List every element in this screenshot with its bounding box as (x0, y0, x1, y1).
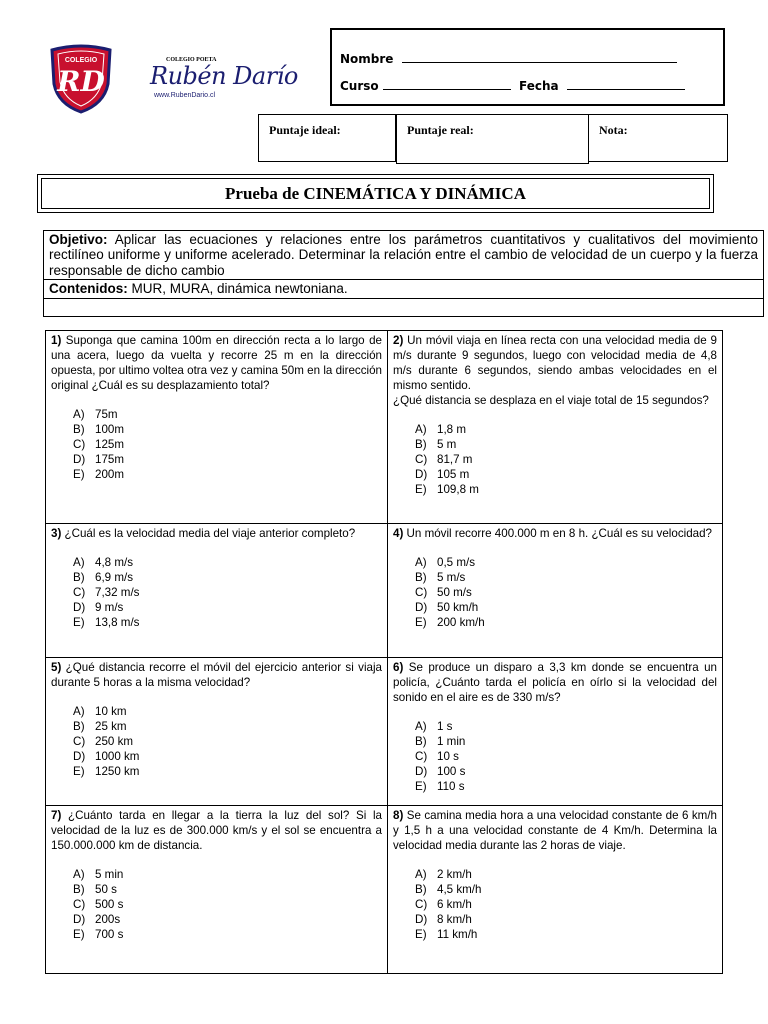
option-letter: E) (415, 928, 427, 941)
school-logo (46, 44, 298, 114)
answer-option[interactable] (73, 600, 382, 615)
option-value: 7,32 m/s (95, 586, 140, 599)
option-letter: C) (415, 898, 428, 911)
question-text (51, 333, 382, 393)
answer-option[interactable] (415, 927, 717, 942)
empty-row (44, 299, 763, 316)
answer-option[interactable] (73, 452, 382, 467)
objetivo-row (44, 231, 763, 280)
nota-box[interactable] (588, 114, 728, 162)
question-number: 3) (51, 527, 62, 540)
option-value: 1,8 m (437, 423, 466, 436)
answer-option[interactable] (415, 867, 717, 882)
option-value: 1 min (437, 735, 466, 748)
option-value: 100m (95, 423, 125, 436)
page-title: Prueba de CINEMÁTICA Y DINÁMICA (41, 178, 710, 209)
option-value: 6 km/h (437, 898, 472, 911)
option-value: 5 m/s (437, 571, 466, 584)
option-letter: A) (73, 408, 85, 421)
question-number: 6) (393, 661, 404, 674)
option-value: 1 s (437, 720, 453, 733)
answer-options (51, 407, 382, 482)
option-letter: E) (415, 616, 427, 629)
answer-options (51, 555, 382, 630)
school-name: Rubén Darío (150, 62, 298, 90)
questions-grid (45, 330, 723, 974)
student-info-box (330, 28, 725, 106)
question-body: Suponga que camina 100m en dirección recta a lo largo de una acera, luego da vuelta y recorre 25 m en la dirección opuesta, por ultimo voltea otra vez y camina 50m en la dirección original ¿Cuál es su desplazamiento total? (51, 334, 382, 392)
option-value: 0,5 m/s (437, 556, 476, 569)
option-value: 50 m/s (437, 586, 472, 599)
option-value: 6,9 m/s (95, 571, 134, 584)
option-letter: E) (73, 765, 85, 778)
answer-option[interactable] (415, 749, 717, 764)
option-letter: A) (73, 556, 85, 569)
answer-option[interactable] (73, 570, 382, 585)
objectives-table (43, 230, 764, 317)
objetivo-label: Objetivo: (49, 232, 108, 247)
question-body: Un móvil viaja en línea recta con una velocidad media de 9 m/s durante 9 segundos, luego con velocidad media de 4,8 m/s durante 6 segundos, siendo ambas velocidades en el mismo sentido. ¿Qué distancia se desplaza en el viaje total de 15 segundos? (393, 334, 717, 407)
option-letter: C) (73, 898, 86, 911)
question-3 (46, 524, 387, 657)
answer-options (393, 719, 717, 794)
puntaje-real-label: Puntaje real: (407, 123, 474, 137)
contenidos-row (44, 280, 763, 298)
option-value: 81,7 m (437, 453, 473, 466)
option-letter: B) (73, 423, 85, 436)
course-date-row (340, 77, 685, 93)
answer-option[interactable] (415, 570, 717, 585)
contenidos-text: MUR, MURA, dinámica newtoniana. (127, 281, 348, 297)
answer-option[interactable] (73, 734, 382, 749)
option-value: 1250 km (95, 765, 140, 778)
answer-options (393, 555, 717, 630)
answer-option[interactable] (415, 555, 717, 570)
answer-option[interactable] (73, 704, 382, 719)
option-letter: C) (73, 735, 86, 748)
question-5 (46, 658, 387, 805)
answer-option[interactable] (73, 912, 382, 927)
question-body: ¿Cuál es la velocidad media del viaje anterior completo? (61, 527, 356, 540)
option-value: 250 km (95, 735, 134, 748)
svg-text:COLEGIO: COLEGIO (64, 57, 98, 64)
answer-option[interactable] (73, 585, 382, 600)
answer-option[interactable] (415, 734, 717, 749)
answer-option[interactable] (73, 719, 382, 734)
question-6 (388, 658, 722, 805)
answer-options (51, 704, 382, 779)
option-value: 9 m/s (95, 601, 124, 614)
question-text (51, 660, 382, 690)
answer-options (51, 867, 382, 942)
option-value: 50 km/h (437, 601, 479, 614)
name-row (340, 50, 677, 66)
answer-option[interactable] (415, 585, 717, 600)
option-letter: E) (73, 468, 85, 481)
question-7 (46, 806, 387, 973)
answer-option[interactable] (415, 467, 717, 482)
option-value: 200m (95, 468, 125, 481)
option-letter: D) (415, 601, 428, 614)
answer-option[interactable] (73, 897, 382, 912)
answer-option[interactable] (73, 867, 382, 882)
option-letter: B) (73, 720, 85, 733)
option-letter: E) (73, 928, 85, 941)
question-text (51, 808, 382, 853)
option-letter: C) (415, 750, 428, 763)
option-letter: E) (415, 483, 427, 496)
option-value: 200 km/h (437, 616, 485, 629)
option-letter: D) (73, 913, 86, 926)
answer-option[interactable] (415, 482, 717, 497)
puntaje-ideal-box[interactable] (258, 114, 396, 162)
answer-option[interactable] (415, 600, 717, 615)
option-value: 25 km (95, 720, 127, 733)
answer-option[interactable] (73, 764, 382, 779)
option-letter: B) (415, 735, 427, 748)
option-letter: E) (415, 780, 427, 793)
school-website: www.RubenDario.cl (154, 92, 216, 99)
answer-options (393, 422, 717, 497)
curso-label: Curso (340, 79, 379, 93)
option-letter: A) (415, 868, 427, 881)
option-letter: A) (415, 556, 427, 569)
question-number: 8) (393, 809, 404, 822)
question-body: Se produce un disparo a 3,3 km donde se encuentra un policía, ¿Cuánto tarda el policía en oírlo si la velocidad del sonido en el aire es de 330 m/s? (393, 661, 717, 704)
option-letter: C) (415, 586, 428, 599)
svg-text:RD: RD (57, 65, 105, 98)
answer-option[interactable] (73, 749, 382, 764)
nombre-field[interactable] (402, 50, 677, 63)
option-value: 11 km/h (437, 928, 478, 941)
answer-option[interactable] (415, 422, 717, 437)
option-letter: D) (415, 765, 428, 778)
fecha-label: Fecha (519, 79, 559, 93)
answer-option[interactable] (73, 882, 382, 897)
answer-option[interactable] (415, 912, 717, 927)
option-value: 75m (95, 408, 118, 421)
question-4 (388, 524, 722, 657)
option-letter: A) (73, 868, 85, 881)
nombre-label: Nombre (340, 52, 394, 66)
question-text (393, 660, 717, 705)
answer-option[interactable] (415, 452, 717, 467)
question-2 (388, 331, 722, 523)
question-text (393, 526, 717, 541)
option-value: 13,8 m/s (95, 616, 140, 629)
nota-label: Nota: (599, 123, 628, 137)
question-number: 7) (51, 809, 62, 822)
answer-option[interactable] (415, 615, 717, 630)
answer-option[interactable] (415, 882, 717, 897)
option-letter: B) (415, 438, 427, 451)
school-prefix: COLEGIO POETA (166, 57, 217, 63)
option-letter: E) (73, 616, 85, 629)
option-letter: C) (73, 586, 86, 599)
question-text (51, 526, 382, 541)
answer-option[interactable] (73, 422, 382, 437)
question-text (393, 333, 717, 408)
option-value: 8 km/h (437, 913, 472, 926)
question-1 (46, 331, 387, 523)
answer-option[interactable] (415, 897, 717, 912)
option-letter: B) (73, 571, 85, 584)
puntaje-ideal-label: Puntaje ideal: (269, 123, 341, 137)
option-letter: D) (73, 750, 86, 763)
answer-option[interactable] (73, 407, 382, 422)
answer-option[interactable] (73, 467, 382, 482)
option-letter: A) (73, 705, 85, 718)
title-box (37, 174, 714, 213)
option-letter: B) (415, 571, 427, 584)
question-body: ¿Qué distancia recorre el móvil del ejercicio anterior si viaja durante 5 horas a la misma velocidad? (51, 661, 382, 689)
option-value: 50 s (95, 883, 117, 896)
answer-option[interactable] (415, 719, 717, 734)
option-value: 500 s (95, 898, 124, 911)
answer-option[interactable] (415, 764, 717, 779)
option-letter: A) (415, 423, 427, 436)
option-letter: D) (415, 913, 428, 926)
option-value: 1000 km (95, 750, 140, 763)
answer-option[interactable] (73, 437, 382, 452)
fecha-field[interactable] (567, 77, 685, 90)
option-letter: D) (73, 601, 86, 614)
option-value: 10 s (437, 750, 459, 763)
option-letter: C) (73, 438, 86, 451)
option-letter: C) (415, 453, 428, 466)
question-body: Un móvil recorre 400.000 m en 8 h. ¿Cuál es su velocidad? (403, 527, 712, 540)
contenidos-label: Contenidos: (49, 281, 128, 297)
option-value: 4,5 km/h (437, 883, 482, 896)
puntaje-real-box[interactable] (396, 114, 589, 164)
option-value: 109,8 m (437, 483, 479, 496)
question-number: 1) (51, 334, 62, 347)
answer-options (393, 867, 717, 942)
question-8 (388, 806, 722, 973)
answer-option[interactable] (73, 927, 382, 942)
option-value: 2 km/h (437, 868, 472, 881)
curso-field[interactable] (383, 77, 511, 90)
option-value: 110 s (437, 780, 465, 793)
answer-option[interactable] (415, 779, 717, 794)
option-value: 4,8 m/s (95, 556, 134, 569)
option-value: 5 m (437, 438, 457, 451)
question-number: 2) (393, 334, 404, 347)
question-number: 4) (393, 527, 404, 540)
option-letter: B) (415, 883, 427, 896)
shield-icon (46, 44, 116, 114)
option-value: 700 s (95, 928, 124, 941)
option-value: 5 min (95, 868, 124, 881)
objetivo-text: Aplicar las ecuaciones y relaciones entre los parámetros cuantitativos y cualitativos del movimiento rectilíneo uniforme y uniforme acelerado. Determinar la relación entre el cambio de velocidad de un cuerpo y la fuerza responsable de dicho cambio (49, 232, 758, 278)
option-letter: A) (415, 720, 427, 733)
option-value: 175m (95, 453, 125, 466)
answer-option[interactable] (73, 615, 382, 630)
question-body: Se camina media hora a una velocidad constante de 6 km/h y 1,5 h a una velocidad constante de 4 Km/h. Determina la velocidad media durante las 2 horas de viaje. (393, 809, 717, 852)
option-value: 100 s (437, 765, 466, 778)
option-letter: D) (73, 453, 86, 466)
question-text (393, 808, 717, 853)
question-number: 5) (51, 661, 62, 674)
question-body: ¿Cuánto tarda en llegar a la tierra la luz del sol? Si la velocidad de la luz es de 300.000 km/s y el sol se encuentra a 150.000.000 km de distancia. (51, 809, 382, 852)
option-value: 125m (95, 438, 125, 451)
option-letter: D) (415, 468, 428, 481)
option-value: 105 m (437, 468, 470, 481)
answer-option[interactable] (415, 437, 717, 452)
option-letter: B) (73, 883, 85, 896)
option-value: 200s (95, 913, 121, 926)
answer-option[interactable] (73, 555, 382, 570)
option-value: 10 km (95, 705, 127, 718)
